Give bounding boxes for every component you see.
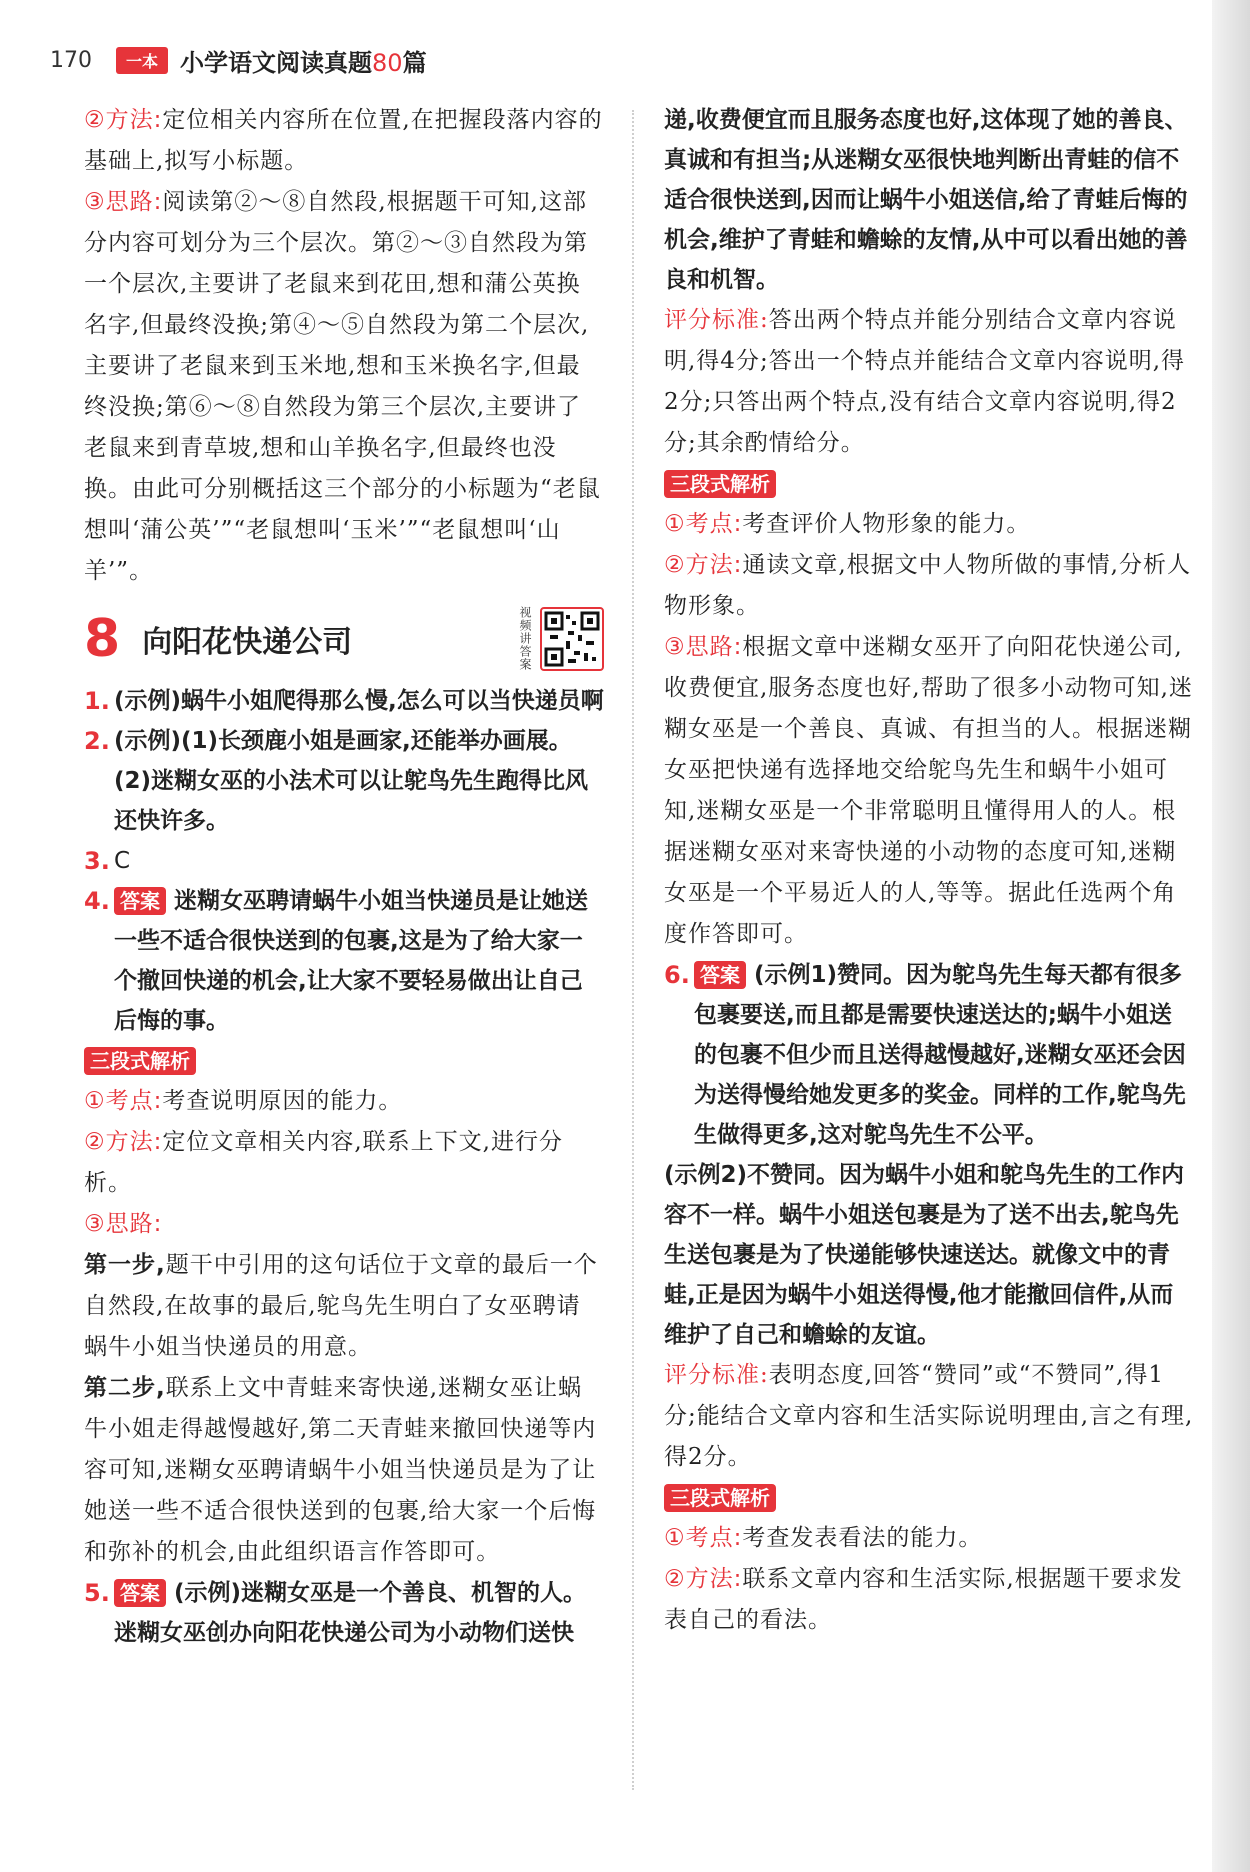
question-5: 5. 答案 (示例)迷糊女巫是一个善良、机智的人。迷糊女巫创办向阳花快递公司为小动物们送快 bbox=[84, 1579, 587, 1646]
method-paragraph: ②方法:定位相关内容所在位置,在把握段落内容的基础上,拟写小标题。 bbox=[84, 107, 603, 174]
section-heading bbox=[84, 606, 604, 671]
analysis-approach: ③思路: bbox=[84, 1211, 163, 1237]
three-step-tag: 三段式解析 bbox=[664, 1484, 776, 1512]
page-header bbox=[50, 40, 427, 80]
section-title: 向阳花快递公司 bbox=[142, 624, 353, 660]
left-column bbox=[84, 100, 604, 1653]
brand-logo: 一本 bbox=[116, 47, 168, 74]
page-number: 170 bbox=[50, 47, 92, 73]
qr-label: 视频讲答案 bbox=[518, 606, 532, 671]
column-divider bbox=[632, 110, 634, 1790]
q6-example-2: (示例2)不赞同。因为蜗牛小姐和鸵鸟先生的工作内容不一样。蜗牛小姐送包裹是为了送不出去,鸵鸟先生送包裹是为了快递能够快速送达。就像文中的青蛙,正是因为蜗牛小姐送得慢,他才能撤回信件,从而维护了自己和蟾蜍的友谊。 bbox=[664, 1162, 1185, 1348]
right-column bbox=[664, 100, 1194, 1641]
book-title: 小学语文阅读真题80篇 bbox=[180, 48, 427, 77]
answer-tag: 答案 bbox=[114, 1579, 166, 1607]
scoring-standard: 评分标准:答出两个特点并能分别结合文章内容说明,得4分;答出一个特点并能结合文章内容说明,得2分;只答出两个特点,没有结合文章内容说明,得2分;其余酌情给分。 bbox=[664, 307, 1186, 456]
approach-paragraph: ③思路:阅读第②～⑧自然段,根据题干可知,这部分内容可划分为三个层次。第②～③自然段为第一个层次,主要讲了老鼠来到花田,想和蒲公英换名字,但最终没换;第④～⑤自然段为第二个层次,主要讲了老鼠来到玉米地,想和玉米换名字,但最终没换;第⑥～⑧自然段为第三个层次,主要讲了老鼠来到青草坡,想和山羊换名字,但最终也没换。由此可分别概括这三个部分的小标题为“老鼠想叫‘蒲公英’”“老鼠想叫‘玉米’”“老鼠想叫‘山羊’”。 bbox=[84, 189, 601, 584]
question-4: 4. 答案 迷糊女巫聘请蜗牛小姐当快递员是让她送一些不适合很快送到的包裹,这是为了给大家一个撤回快递的机会,让大家不要轻易做出让自己后悔的事。 bbox=[84, 887, 588, 1034]
video-qr[interactable] bbox=[517, 606, 604, 671]
question-3: 3. C bbox=[84, 847, 131, 875]
answer-tag: 答案 bbox=[114, 887, 166, 915]
analysis-approach: ③思路:根据文章中迷糊女巫开了向阳花快递公司,收费便宜,服务态度也好,帮助了很多小动物可知,迷糊女巫是一个善良、真诚、有担当的人。根据迷糊女巫把快递有选择地交给鸵鸟先生和蜗牛小姐可知,迷糊女巫是一个非常聪明且懂得用人的人。根据迷糊女巫对来寄快递的小动物的态度可知,迷糊女巫是一个平易近人的人,等等。据此任选两个角度作答即可。 bbox=[664, 634, 1193, 947]
question-6: 6. 答案 (示例1)赞同。因为鸵鸟先生每天都有很多包裹要送,而且都是需要快速送达的;蜗牛小姐送的包裹不但少而且送得越慢越好,迷糊女巫还会因为送得慢给她发更多的奖金。同样的工作,鸵鸟先生做得更多,这对鸵鸟先生不公平。 bbox=[664, 961, 1186, 1148]
analysis-point: ①考点:考查说明原因的能力。 bbox=[84, 1088, 403, 1114]
three-step-tag: 三段式解析 bbox=[664, 470, 776, 498]
analysis-method: ②方法:联系文章内容和生活实际,根据题干要求发表自己的看法。 bbox=[664, 1566, 1183, 1633]
qr-code-icon[interactable] bbox=[540, 607, 604, 671]
analysis-method: ②方法:通读文章,根据文中人物所做的事情,分析人物形象。 bbox=[664, 552, 1191, 619]
analysis-point: ①考点:考查发表看法的能力。 bbox=[664, 1525, 983, 1551]
answer-tag: 答案 bbox=[694, 961, 746, 989]
three-step-tag: 三段式解析 bbox=[84, 1047, 196, 1075]
section-number: 8 bbox=[84, 608, 121, 669]
q5-continued: 递,收费便宜而且服务态度也好,这体现了她的善良、真诚和有担当;从迷糊女巫很快地判断出青蛙的信不适合很快送到,因而让蜗牛小姐送信,给了青蛙后悔的机会,维护了青蛙和蟾蜍的友情,从中可以看出她的善良和机智。 bbox=[664, 107, 1188, 293]
scoring-standard-2: 评分标准:表明态度,回答“赞同”或“不赞同”,得1分;能结合文章内容和生活实际说明理由,言之有理,得2分。 bbox=[664, 1362, 1194, 1470]
step-2: 第二步,联系上文中青蛙来寄快递,迷糊女巫让蜗牛小姐走得越慢越好,第二天青蛙来撤回快递等内容可知,迷糊女巫聘请蜗牛小姐当快递员是为了让她送一些不适合很快送到的包裹,给大家一个后悔和弥补的机会,由此组织语言作答即可。 bbox=[84, 1375, 597, 1565]
analysis-point: ①考点:考查评价人物形象的能力。 bbox=[664, 511, 1031, 537]
step-1: 第一步,题干中引用的这句话位于文章的最后一个自然段,在故事的最后,鸵鸟先生明白了女巫聘请蜗牛小姐当快递员的用意。 bbox=[84, 1252, 598, 1360]
question-2: 2. (示例)(1)长颈鹿小姐是画家,还能举办画展。 (2)迷糊女巫的小法术可以让鸵鸟先生跑得比风还快许多。 bbox=[84, 727, 589, 834]
question-1: 1. (示例)蜗牛小姐爬得那么慢,怎么可以当快递员啊 bbox=[84, 687, 604, 715]
page-edge-shadow bbox=[1212, 0, 1250, 1872]
analysis-method: ②方法:定位文章相关内容,联系上下文,进行分析。 bbox=[84, 1129, 563, 1196]
